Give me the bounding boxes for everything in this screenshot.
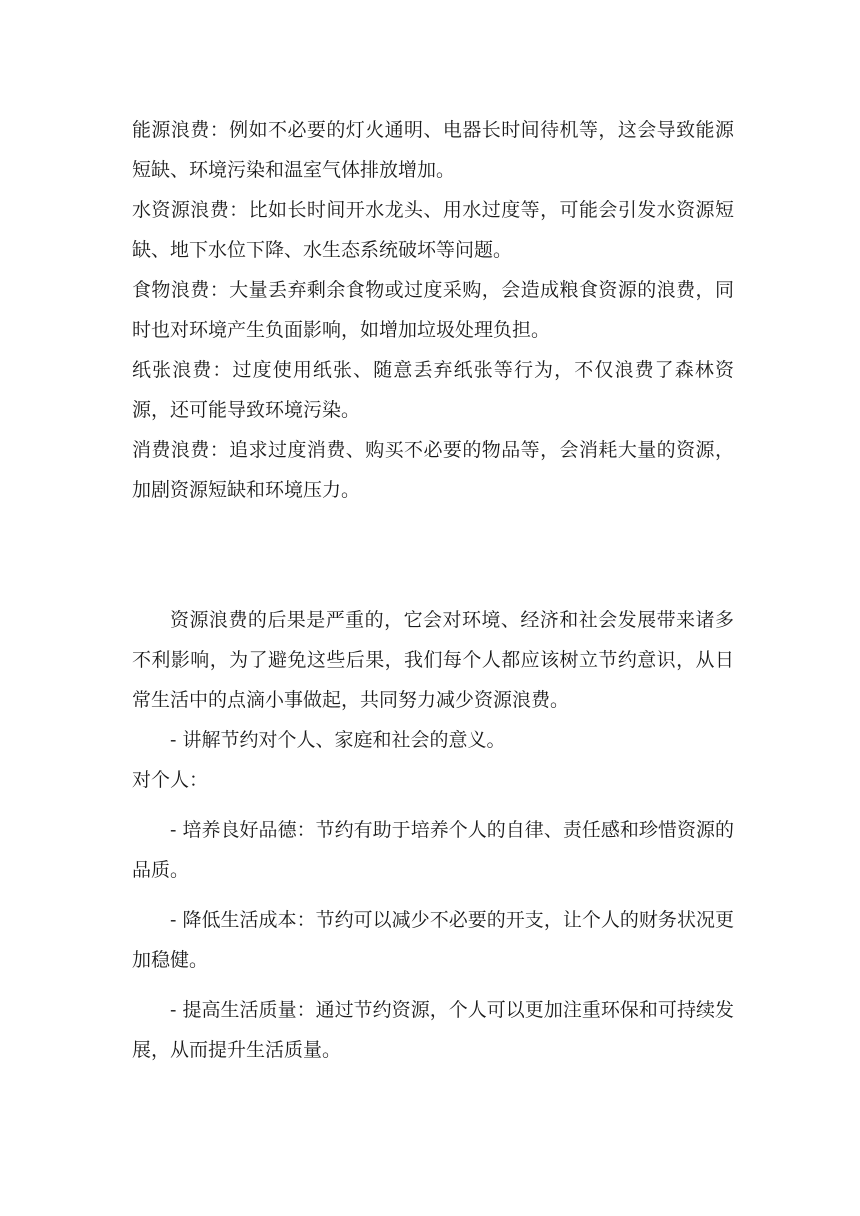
list-item-virtue: - 培养良好品德：节约有助于培养个人的自律、责任感和珍惜资源的品质。 xyxy=(132,819,734,881)
paragraph-paper-waste: 纸张浪费：过度使用纸张、随意丢弃纸张等行为，不仅浪费了森林资源，还可能导致环境污染。 xyxy=(132,359,734,421)
paragraph-energy-waste: 能源浪费：例如不必要的灯火通明、电器长时间待机等，这会导致能源短缺、环境污染和温室气体排放增加。 xyxy=(132,119,734,181)
paragraph-consumption-waste: 消费浪费：追求过度消费、购买不必要的物品等，会消耗大量的资源，加剧资源短缺和环境压力。 xyxy=(132,439,734,501)
paragraph-consequences: 资源浪费的后果是严重的，它会对环境、经济和社会发展带来诸多不利影响，为了避免这些后果，我们每个人都应该树立节约意识，从日常生活中的点滴小事做起，共同努力减少资源浪费。 xyxy=(132,609,734,711)
list-item-cost: - 降低生活成本：节约可以减少不必要的开支，让个人的财务状况更加稳健。 xyxy=(132,909,734,971)
section-label-individual: 对个人： xyxy=(132,769,209,791)
list-item-quality: - 提高生活质量：通过节约资源，个人可以更加注重环保和可持续发展，从而提升生活质量。 xyxy=(132,999,734,1061)
paragraph-food-waste: 食物浪费：大量丢弃剩余食物或过度采购，会造成粮食资源的浪费，同时也对环境产生负面影响，如增加垃圾处理负担。 xyxy=(132,279,734,341)
list-item-meaning: - 讲解节约对个人、家庭和社会的意义。 xyxy=(170,729,506,751)
paragraph-water-waste: 水资源浪费：比如长时间开水龙头、用水过度等，可能会引发水资源短缺、地下水位下降、水生态系统破坏等问题。 xyxy=(132,199,734,261)
